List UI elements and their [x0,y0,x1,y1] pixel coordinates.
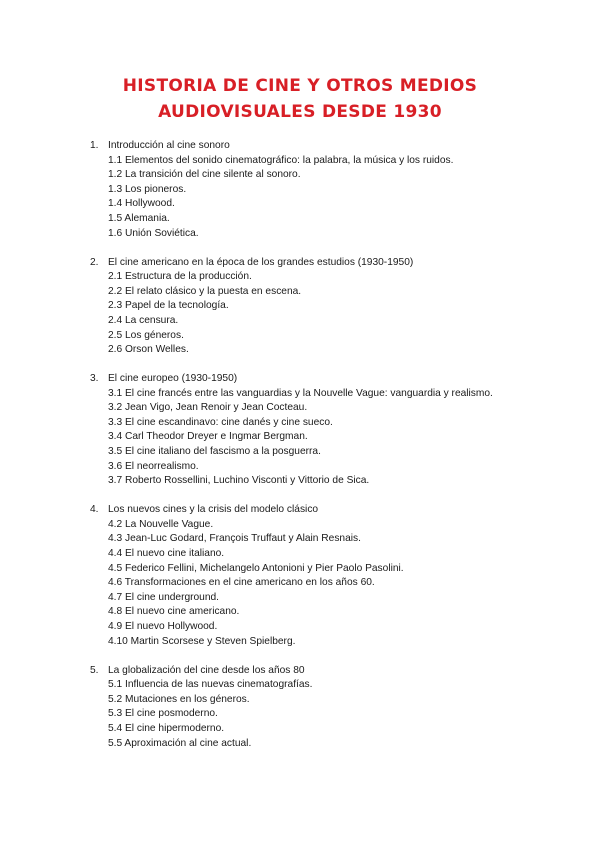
section-number: 4. [90,504,99,516]
table-of-contents [90,139,560,766]
toc-subitem: 4.3 Jean-Luc Godard, François Truffaut y Alain Resnais. [108,533,361,545]
toc-section [90,256,560,358]
toc-subitem: 2.2 El relato clásico y la puesta en escena. [108,285,302,297]
toc-subitem: 1.5 Alemania. [108,212,170,224]
toc-subitem: 4.6 Transformaciones en el cine americano en los años 60. [108,577,375,589]
toc-subitem: 1.4 Hollywood. [108,198,175,210]
toc-subitem: 3.3 El cine escandinavo: cine danés y cine sueco. [108,416,333,428]
toc-subitem: 5.3 El cine posmoderno. [108,708,218,720]
toc-subitem: 2.4 La censura. [108,314,179,326]
toc-subitem: 5.2 Mutaciones en los géneros. [108,693,250,705]
toc-subitem: 1.2 La transición del cine silente al sonoro. [108,169,301,181]
toc-subitem: 2.1 Estructura de la producción. [108,271,252,283]
section-number: 1. [90,140,99,151]
toc-subitem: 3.4 Carl Theodor Dreyer e Ingmar Bergman. [108,431,308,443]
toc-subitem: 4.9 El nuevo Hollywood. [108,620,218,632]
section-number: 3. [90,373,99,385]
toc-subitem: 4.7 El cine underground. [108,591,220,603]
toc-subitem: 5.5 Aproximación al cine actual. [108,737,252,749]
toc-subitem: 4.4 El nuevo cine italiano. [108,548,225,560]
toc-section [90,372,560,489]
toc-subitem: 3.1 El cine francés entre las vanguardias y la Nouvelle Vague: vanguardia y realismo. [108,387,493,399]
title-line-1: HISTORIA DE CINE Y OTROS MEDIOS [122,76,478,96]
toc-subitem: 3.5 El cine italiano del fascismo a la posguerra. [108,446,321,458]
toc-subitem: 5.1 Influencia de las nuevas cinematografías. [108,679,313,691]
section-title: El cine europeo (1930-1950) [108,373,238,385]
toc-section [90,664,560,752]
toc-subitem: 4.8 El nuevo cine americano. [108,606,240,618]
toc-subitem: 2.3 Papel de la tecnología. [108,300,229,312]
section-number: 2. [90,256,99,268]
toc-section [90,139,560,241]
toc-subitem: 3.6 El neorrealismo. [108,460,199,472]
toc-subitem: 5.4 El cine hipermoderno. [108,722,225,734]
page-title [0,73,600,125]
toc-subitem: 2.6 Orson Welles. [108,344,189,356]
toc-subitem: 3.2 Jean Vigo, Jean Renoir y Jean Cocteau. [108,402,308,414]
toc-subitem: 1.3 Los pioneros. [108,183,187,195]
toc-section [90,503,560,649]
toc-subitem: 4.10 Martin Scorsese y Steven Spielberg. [108,635,296,647]
section-title: El cine americano en la época de los grandes estudios (1930-1950) [108,256,414,268]
section-title: La globalización del cine desde los años 80 [108,664,305,676]
toc-subitem: 4.2 La Nouvelle Vague. [108,518,214,530]
toc-subitem: 4.5 Federico Fellini, Michelangelo Antonioni y Pier Paolo Pasolini. [108,562,404,574]
toc-subitem: 2.5 Los géneros. [108,329,184,341]
section-title: Introducción al cine sonoro [108,140,230,151]
toc-subitem: 1.6 Unión Soviética. [108,227,199,239]
section-number: 5. [90,664,99,676]
toc-subitem: 1.1 Elementos del sonido cinematográfico: la palabra, la música y los ruidos. [108,154,454,166]
section-title: Los nuevos cines y la crisis del modelo clásico [108,504,319,516]
title-line-2: AUDIOVISUALES DESDE 1930 [158,102,442,122]
toc-subitem: 3.7 Roberto Rossellini, Luchino Visconti y Vittorio de Sica. [108,475,370,487]
